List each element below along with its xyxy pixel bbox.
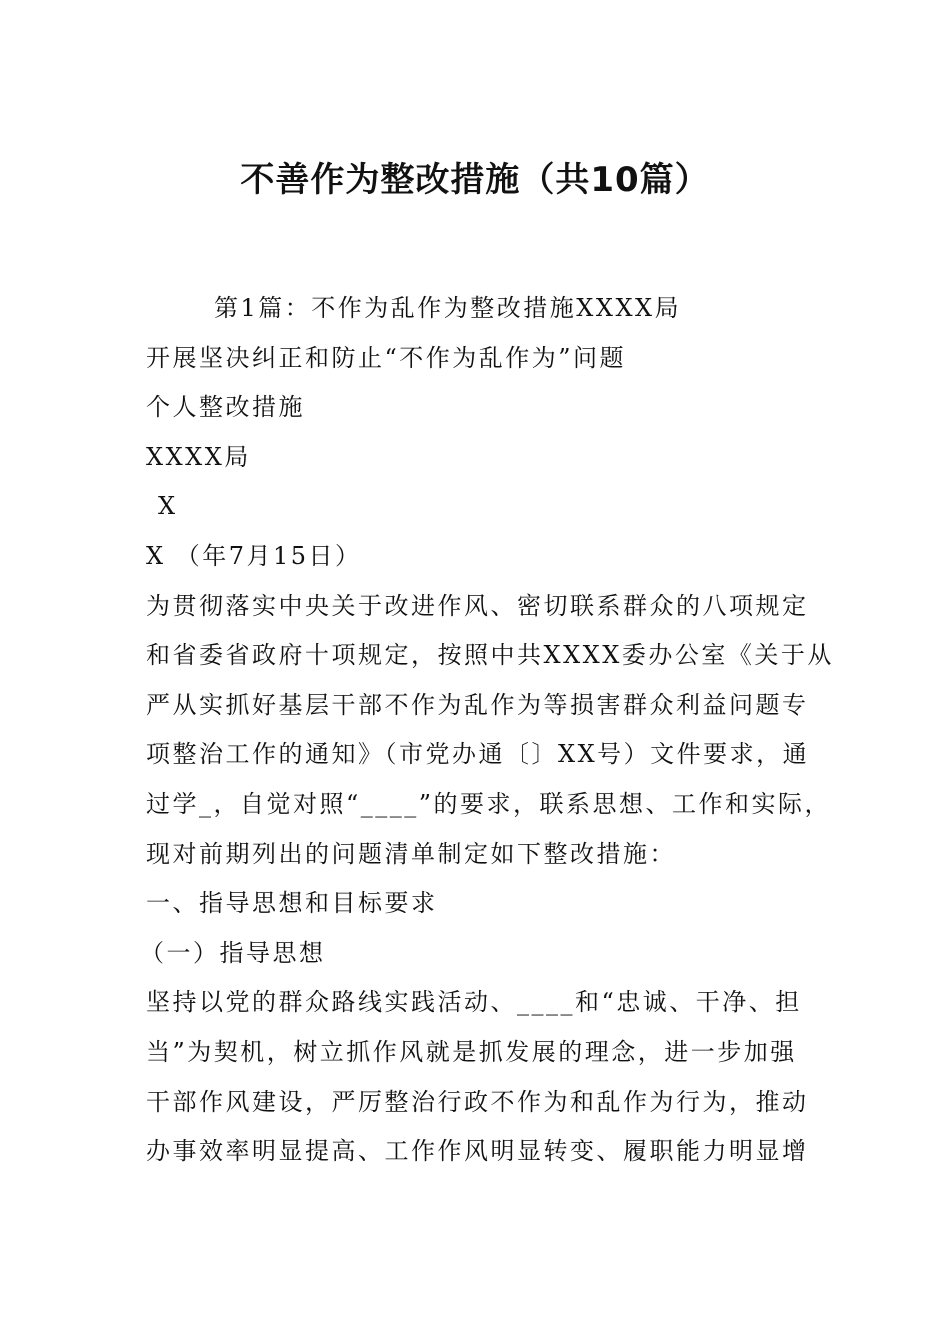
body-line: 干部作风建设，严厉整治行政不作为和乱作为行为，推动 xyxy=(146,1087,809,1116)
body-line: 过学_，自觉对照“____”的要求，联系思想、工作和实际， xyxy=(146,789,832,818)
body-line: 现对前期列出的问题清单制定如下整改措施： xyxy=(146,839,676,868)
body-line: 和省委省政府十项规定，按照中共XXXX委办公室《关于从 xyxy=(146,641,834,670)
body-line: 开展坚决纠正和防止“不作为乱作为”问题 xyxy=(146,343,627,372)
section-heading: 一、指导思想和目标要求 xyxy=(146,889,438,918)
body-line: 个人整改措施 xyxy=(146,393,305,422)
chapter-heading: 第1篇：不作为乱作为整改措施XXXX局 xyxy=(214,294,682,322)
body-line: XXXX局 xyxy=(146,442,251,471)
document-body xyxy=(140,284,836,1177)
body-line: 办事效率明显提高、工作作风明显转变、履职能力明显增 xyxy=(146,1137,809,1166)
document-title: 不善作为整改措施（共10篇） xyxy=(240,160,710,200)
subsection-heading: （一）指导思想 xyxy=(140,938,326,967)
body-line: 坚持以党的群众路线实践活动、____和“忠诚、干净、担 xyxy=(146,988,802,1017)
date-line: X （年7月15日） xyxy=(146,541,362,570)
body-line: 项整治工作的通知》（市党办通〔〕XX号）文件要求，通 xyxy=(146,740,810,769)
body-line: 严从实抓好基层干部不作为乱作为等损害群众利益问题专 xyxy=(146,690,809,719)
body-line: 当”为契机，树立抓作风就是抓发展的理念，进一步加强 xyxy=(146,1037,797,1066)
body-line: 为贯彻落实中央关于改进作风、密切联系群众的八项规定 xyxy=(146,591,809,620)
body-line: X xyxy=(158,492,178,521)
